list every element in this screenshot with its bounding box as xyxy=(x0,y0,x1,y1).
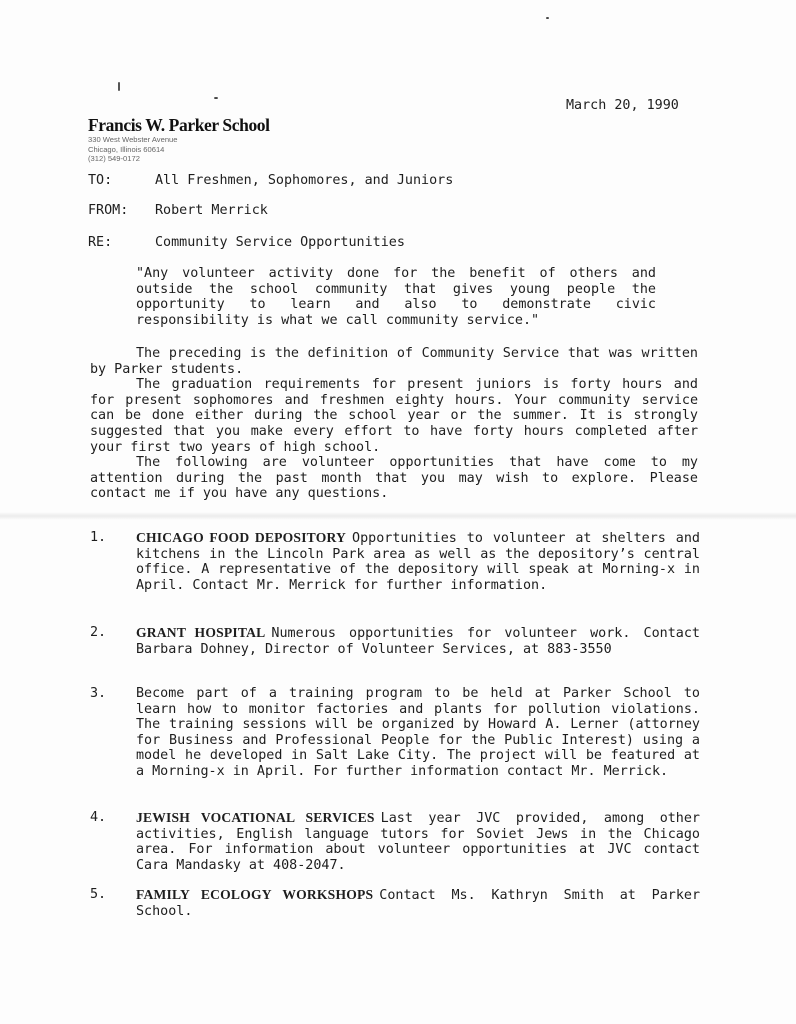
list-item xyxy=(88,810,700,873)
list-item-number: 5. xyxy=(90,887,107,902)
memo-from-label: FROM: xyxy=(88,203,129,218)
list-item-text: Opportunities to volunteer at shelters and kitchens in the Lincoln Park area as well as the depository’s central office. A representative of the depository will speak at Morning-x in April. Contact Mr. Merrick for further information. xyxy=(136,531,700,593)
list-item xyxy=(88,686,700,780)
list-item-number: 2. xyxy=(90,625,107,640)
list-item-text: Last year JVC provided, among other activities, English language tutors for Soviet Jews in the Chicago area. For information about volunteer opportunities at JVC contact Cara Mandasky at 408-2047. xyxy=(136,811,700,873)
list-item-number: 1. xyxy=(90,530,107,545)
memo-from-value: Robert Merrick xyxy=(155,203,268,218)
letter-date: March 20, 1990 xyxy=(566,98,679,113)
paragraph-opportunities: The following are volunteer opportunities that have come to my attention during the past month that you may wish to explore. Please contact me if you have any questions. xyxy=(90,455,698,502)
list-item xyxy=(88,530,700,593)
memo-re-line xyxy=(88,235,405,250)
letterhead xyxy=(88,115,270,164)
list-item-title: JEWISH VOCATIONAL SERVICES xyxy=(136,810,375,825)
list-item-title: GRANT HOSPITAL xyxy=(136,625,266,640)
list-item-title: CHICAGO FOOD DEPOSITORY xyxy=(136,530,347,545)
list-item-text: Become part of a training program to be held at Parker School to learn how to monitor factories and plants for pollution violations. The training sessions will be organized by Howard A. Lerner (attorney for Business and Professional People for the Public Interest) using a model he developed in Salt Lake City. The project will be featured at a Morning-x in April. For further information contact Mr. Merrick. xyxy=(136,686,700,779)
memo-from-line xyxy=(88,203,268,218)
memo-re-label: RE: xyxy=(88,235,113,250)
list-item xyxy=(88,625,700,657)
memo-re-value: Community Service Opportunities xyxy=(155,235,405,250)
scan-speck xyxy=(118,82,120,91)
paper-fold-line xyxy=(0,512,796,520)
memo-to-value: All Freshmen, Sophomores, and Juniors xyxy=(155,173,454,188)
scan-speck xyxy=(546,17,549,19)
school-name: Francis W. Parker School xyxy=(88,115,270,135)
school-phone: (312) 549-0172 xyxy=(88,154,140,163)
list-item-text: Contact Ms. Kathryn Smith at Parker School. xyxy=(136,888,701,919)
paragraph-definition: The preceding is the definition of Community Service that was written by Parker students. xyxy=(90,346,698,377)
list-item-title: FAMILY ECOLOGY WORKSHOPS xyxy=(136,887,374,902)
list-item-text: Numerous opportunities for volunteer work. Contact Barbara Dohney, Director of Volunteer Services, at 883-3550 xyxy=(136,626,700,657)
list-item-number: 3. xyxy=(90,686,107,701)
paragraph-requirements: The graduation requirements for present juniors is forty hours and for present sophomores and freshmen eighty hours. Your community service can be done either during the school year or the summer. It is strongly suggested that you make every effort to have forty hours completed after your first two years of high school. xyxy=(90,377,698,455)
school-address-line2: Chicago, Illinois 60614 xyxy=(88,144,165,154)
list-item xyxy=(88,887,700,919)
definition-quote: "Any volunteer activity done for the benefit of others and outside the school community that gives young people the opportunity to learn and also to demonstrate civic responsibility is what we call community service." xyxy=(136,266,656,328)
list-item-number: 4. xyxy=(90,810,107,825)
intro-paragraphs xyxy=(90,346,698,502)
memo-to-label: TO: xyxy=(88,173,113,188)
memo-to-line xyxy=(88,173,453,188)
school-address-line1: 330 West Webster Avenue xyxy=(88,135,178,144)
scan-speck xyxy=(214,97,218,99)
